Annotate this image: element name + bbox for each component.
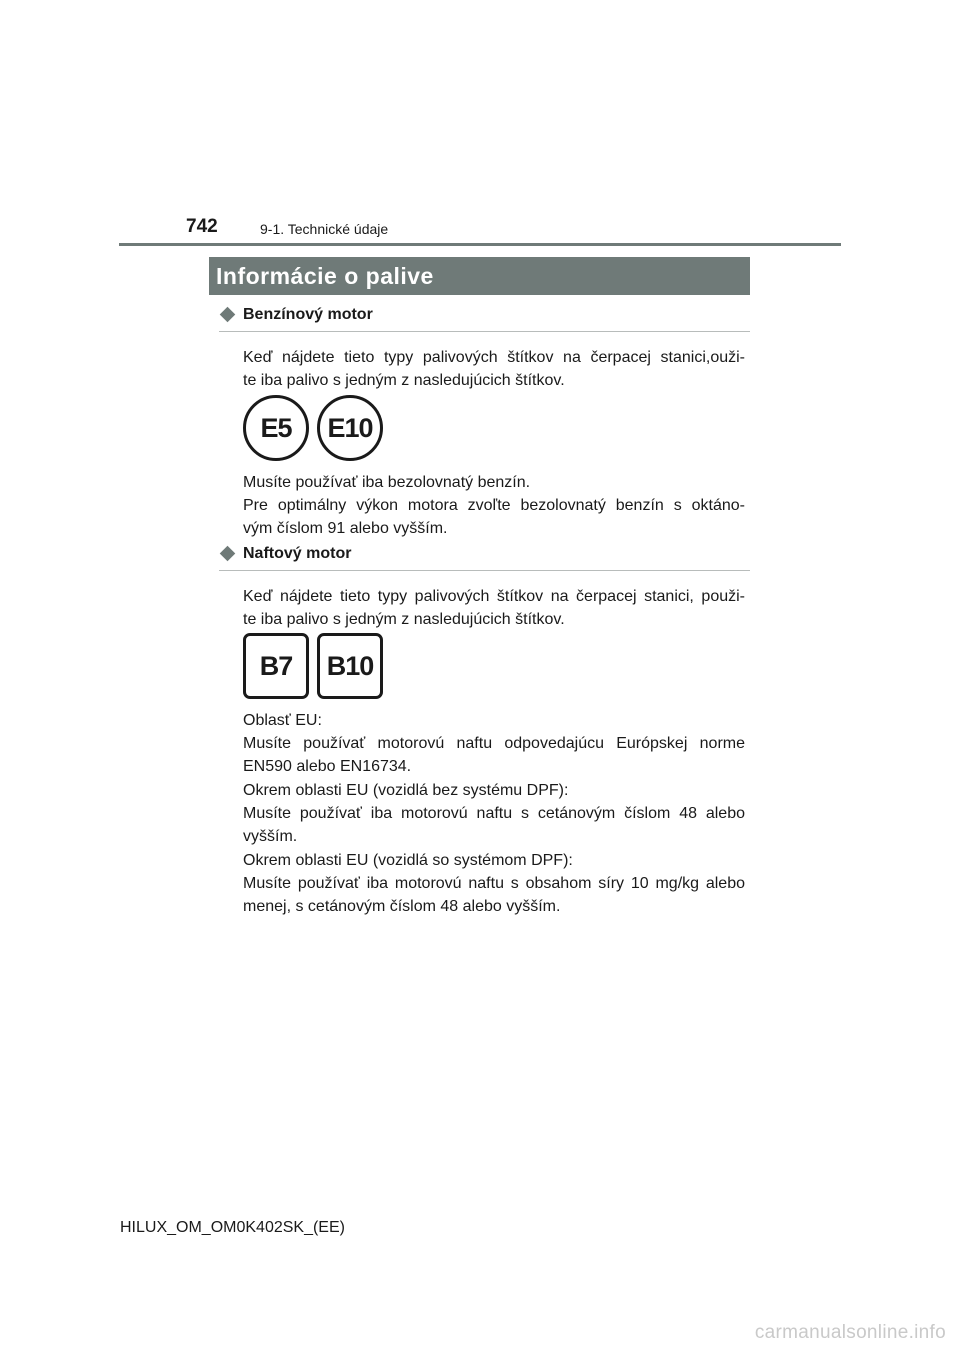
- diamond-bullet-icon: [220, 546, 236, 562]
- gasoline-fuel-labels: [243, 395, 383, 461]
- fuel-label-b7: B7: [243, 633, 309, 699]
- gasoline-note-line: vým číslom 91 alebo vyšším.: [243, 520, 448, 537]
- watermark: carmanualsonline.info: [754, 1322, 946, 1343]
- diesel-note-line: Musíte používať motorovú naftu odpovedajúcu Európskej norme: [243, 735, 745, 752]
- gasoline-note-line: Musíte používať iba bezolovnatý benzín.: [243, 474, 531, 491]
- diesel-fuel-labels: [243, 633, 383, 699]
- diesel-intro-line: te iba palivo s jedným z nasledujúcich štítkov.: [243, 611, 565, 628]
- diesel-note-line: Oblasť EU:: [243, 712, 322, 729]
- document-code: HILUX_OM_OM0K402SK_(EE): [120, 1219, 345, 1236]
- header-rule: [119, 243, 841, 246]
- section-reference: 9-1. Technické údaje: [260, 221, 389, 237]
- diesel-subheading: [219, 545, 750, 571]
- diesel-note-line: Okrem oblasti EU (vozidlá so systémom DPF):: [243, 852, 573, 869]
- diesel-note-line: EN590 alebo EN16734.: [243, 758, 412, 775]
- gasoline-note-line: Pre optimálny výkon motora zvoľte bezolovnatý benzín s oktáno-: [243, 497, 745, 514]
- diesel-intro: [243, 585, 745, 631]
- diesel-note-non-eu-no-dpf: [243, 779, 745, 848]
- gasoline-heading-label: Benzínový motor: [243, 306, 373, 323]
- diesel-intro-line: Keď nájdete tieto typy palivových štítkov na čerpacej stanici, použi-: [243, 588, 745, 605]
- gasoline-intro-line: te iba palivo s jedným z nasledujúcich štítkov.: [243, 372, 565, 389]
- diesel-note-line: vyšším.: [243, 828, 298, 845]
- page-number: 742: [186, 216, 218, 237]
- diesel-heading-label: Naftový motor: [243, 545, 352, 562]
- fuel-label-e5: E5: [243, 395, 309, 461]
- fuel-label-b10: B10: [317, 633, 383, 699]
- diesel-note-line: Musíte používať iba motorovú naftu s cetánovým číslom 48 alebo: [243, 805, 745, 822]
- diesel-note-non-eu-dpf: [243, 849, 745, 918]
- fuel-label-e10: E10: [317, 395, 383, 461]
- title-band: [209, 257, 750, 295]
- gasoline-note: [243, 471, 745, 540]
- gasoline-intro-line: Keď nájdete tieto typy palivových štítkov na čerpacej stanici,ouži-: [243, 349, 745, 366]
- diesel-note-line: menej, s cetánovým číslom 48 alebo vyšším.: [243, 898, 561, 915]
- diesel-note-line: Musíte používať iba motorovú naftu s obsahom síry 10 mg/kg alebo: [243, 875, 745, 892]
- diamond-bullet-icon: [220, 307, 236, 323]
- gasoline-subheading: [219, 306, 750, 332]
- diesel-note-line: Okrem oblasti EU (vozidlá bez systému DPF):: [243, 782, 569, 799]
- gasoline-intro: [243, 346, 745, 392]
- diesel-note-eu: [243, 709, 745, 778]
- page-title: Informácie o palive: [216, 262, 434, 289]
